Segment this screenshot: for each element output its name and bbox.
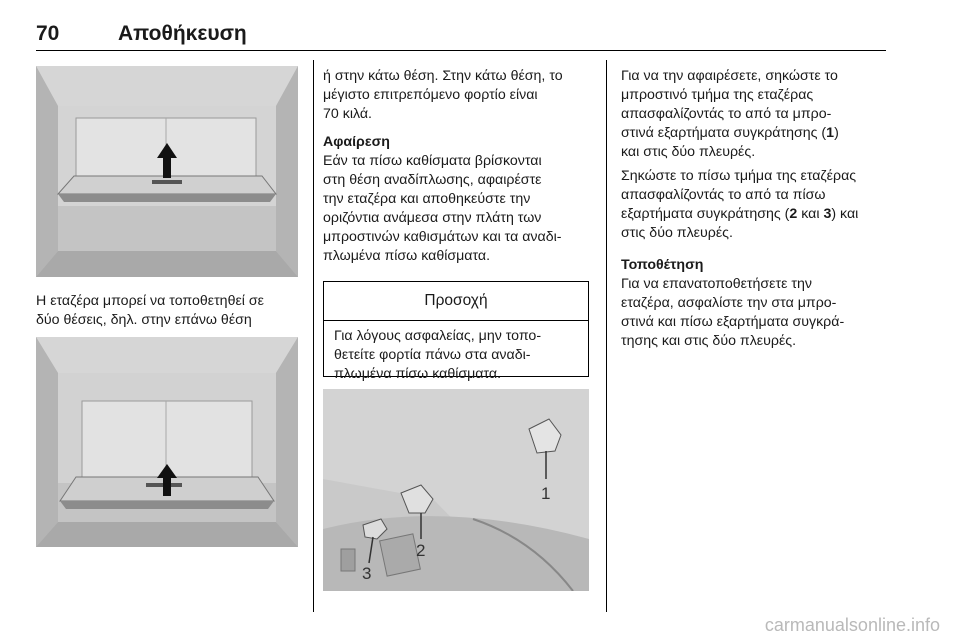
body-line: Για να επανατοποθετήσετε την: [621, 276, 812, 292]
body-line: Εάν τα πίσω καθίσματα βρίσκονται: [323, 153, 542, 169]
text-part: στινά εξαρτήματα συγκράτησης (: [621, 125, 827, 141]
body-line: [621, 205, 858, 224]
caution-line: θετείτε φορτία πάνω στα αναδι-: [334, 347, 531, 363]
text-part: και: [797, 206, 824, 222]
body-line: ή στην κάτω θέση. Στην κάτω θέση, το: [323, 68, 563, 84]
body-line: μπροστινών καθισμάτων και τα αναδι-: [323, 229, 562, 245]
body-line: [621, 124, 839, 143]
page-title: Αποθήκευση: [118, 22, 247, 45]
text-part: ) και: [831, 206, 859, 222]
figure-shelf-lower-position: [36, 337, 298, 547]
caution-line: πλωμένα πίσω καθίσματα.: [334, 366, 502, 382]
caption-line: δύο θέσεις, δηλ. στην επάνω θέση: [36, 312, 252, 328]
body-line: την εταζέρα και αποθηκεύστε την: [323, 191, 531, 207]
body-line: οριζόντια ανάμεσα στην πλάτη των: [323, 210, 542, 226]
text-part: ): [834, 125, 839, 141]
callout-1: 1: [541, 484, 551, 503]
section-heading-removal: Αφαίρεση: [323, 134, 390, 150]
caption-line: Η εταζέρα μπορεί να τοποθετηθεί σε: [36, 293, 264, 309]
callout-2: 2: [416, 541, 426, 560]
watermark: carmanualsonline.info: [764, 615, 940, 635]
body-line: μέγιστο επιτρεπόμενο φορτίο είναι: [323, 87, 538, 103]
column-divider-2: [606, 60, 607, 612]
body-line: μπροστινό τμήμα της εταζέρας: [621, 87, 814, 103]
caution-body: [324, 321, 588, 390]
body-line: απασφαλίζοντάς το από τα πίσω: [621, 187, 826, 203]
body-line: εταζέρα, ασφαλίστε την στα μπρο-: [621, 295, 837, 311]
body-line: και στις δύο πλευρές.: [621, 144, 756, 160]
callout-3: 3: [362, 564, 372, 583]
callout-ref-3: 3: [823, 206, 832, 222]
body-line: στις δύο πλευρές.: [621, 225, 733, 241]
text-part: εξαρτήματα συγκράτησης (: [621, 206, 790, 222]
caution-title: Προσοχή: [324, 282, 588, 321]
header-rule: [36, 50, 886, 51]
figure-retaining-fixtures: [323, 389, 589, 591]
callout-ref-1: 1: [826, 125, 835, 141]
body-line: πλωμένα πίσω καθίσματα.: [323, 248, 491, 264]
body-line: στινά και πίσω εξαρτήματα συγκρά-: [621, 314, 845, 330]
body-line: στη θέση αναδίπλωσης, αφαιρέστε: [323, 172, 542, 188]
body-line: απασφαλίζοντάς το από τα μπρο-: [621, 106, 832, 122]
callout-ref-2: 2: [789, 206, 798, 222]
page-number: 70: [36, 22, 60, 45]
column-divider-1: [313, 60, 314, 612]
body-line: Για να την αφαιρέσετε, σηκώστε το: [621, 68, 838, 84]
body-line: τησης και στις δύο πλευρές.: [621, 333, 797, 349]
body-line: 70 κιλά.: [323, 106, 372, 122]
figure-shelf-upper-position: [36, 66, 298, 277]
caution-box: [323, 281, 589, 382]
section-heading-installation: Τοποθέτηση: [621, 257, 704, 273]
caution-line: Για λόγους ασφαλείας, μην τοπο-: [334, 328, 542, 344]
body-line: Σηκώστε το πίσω τμήμα της εταζέρας: [621, 168, 857, 184]
